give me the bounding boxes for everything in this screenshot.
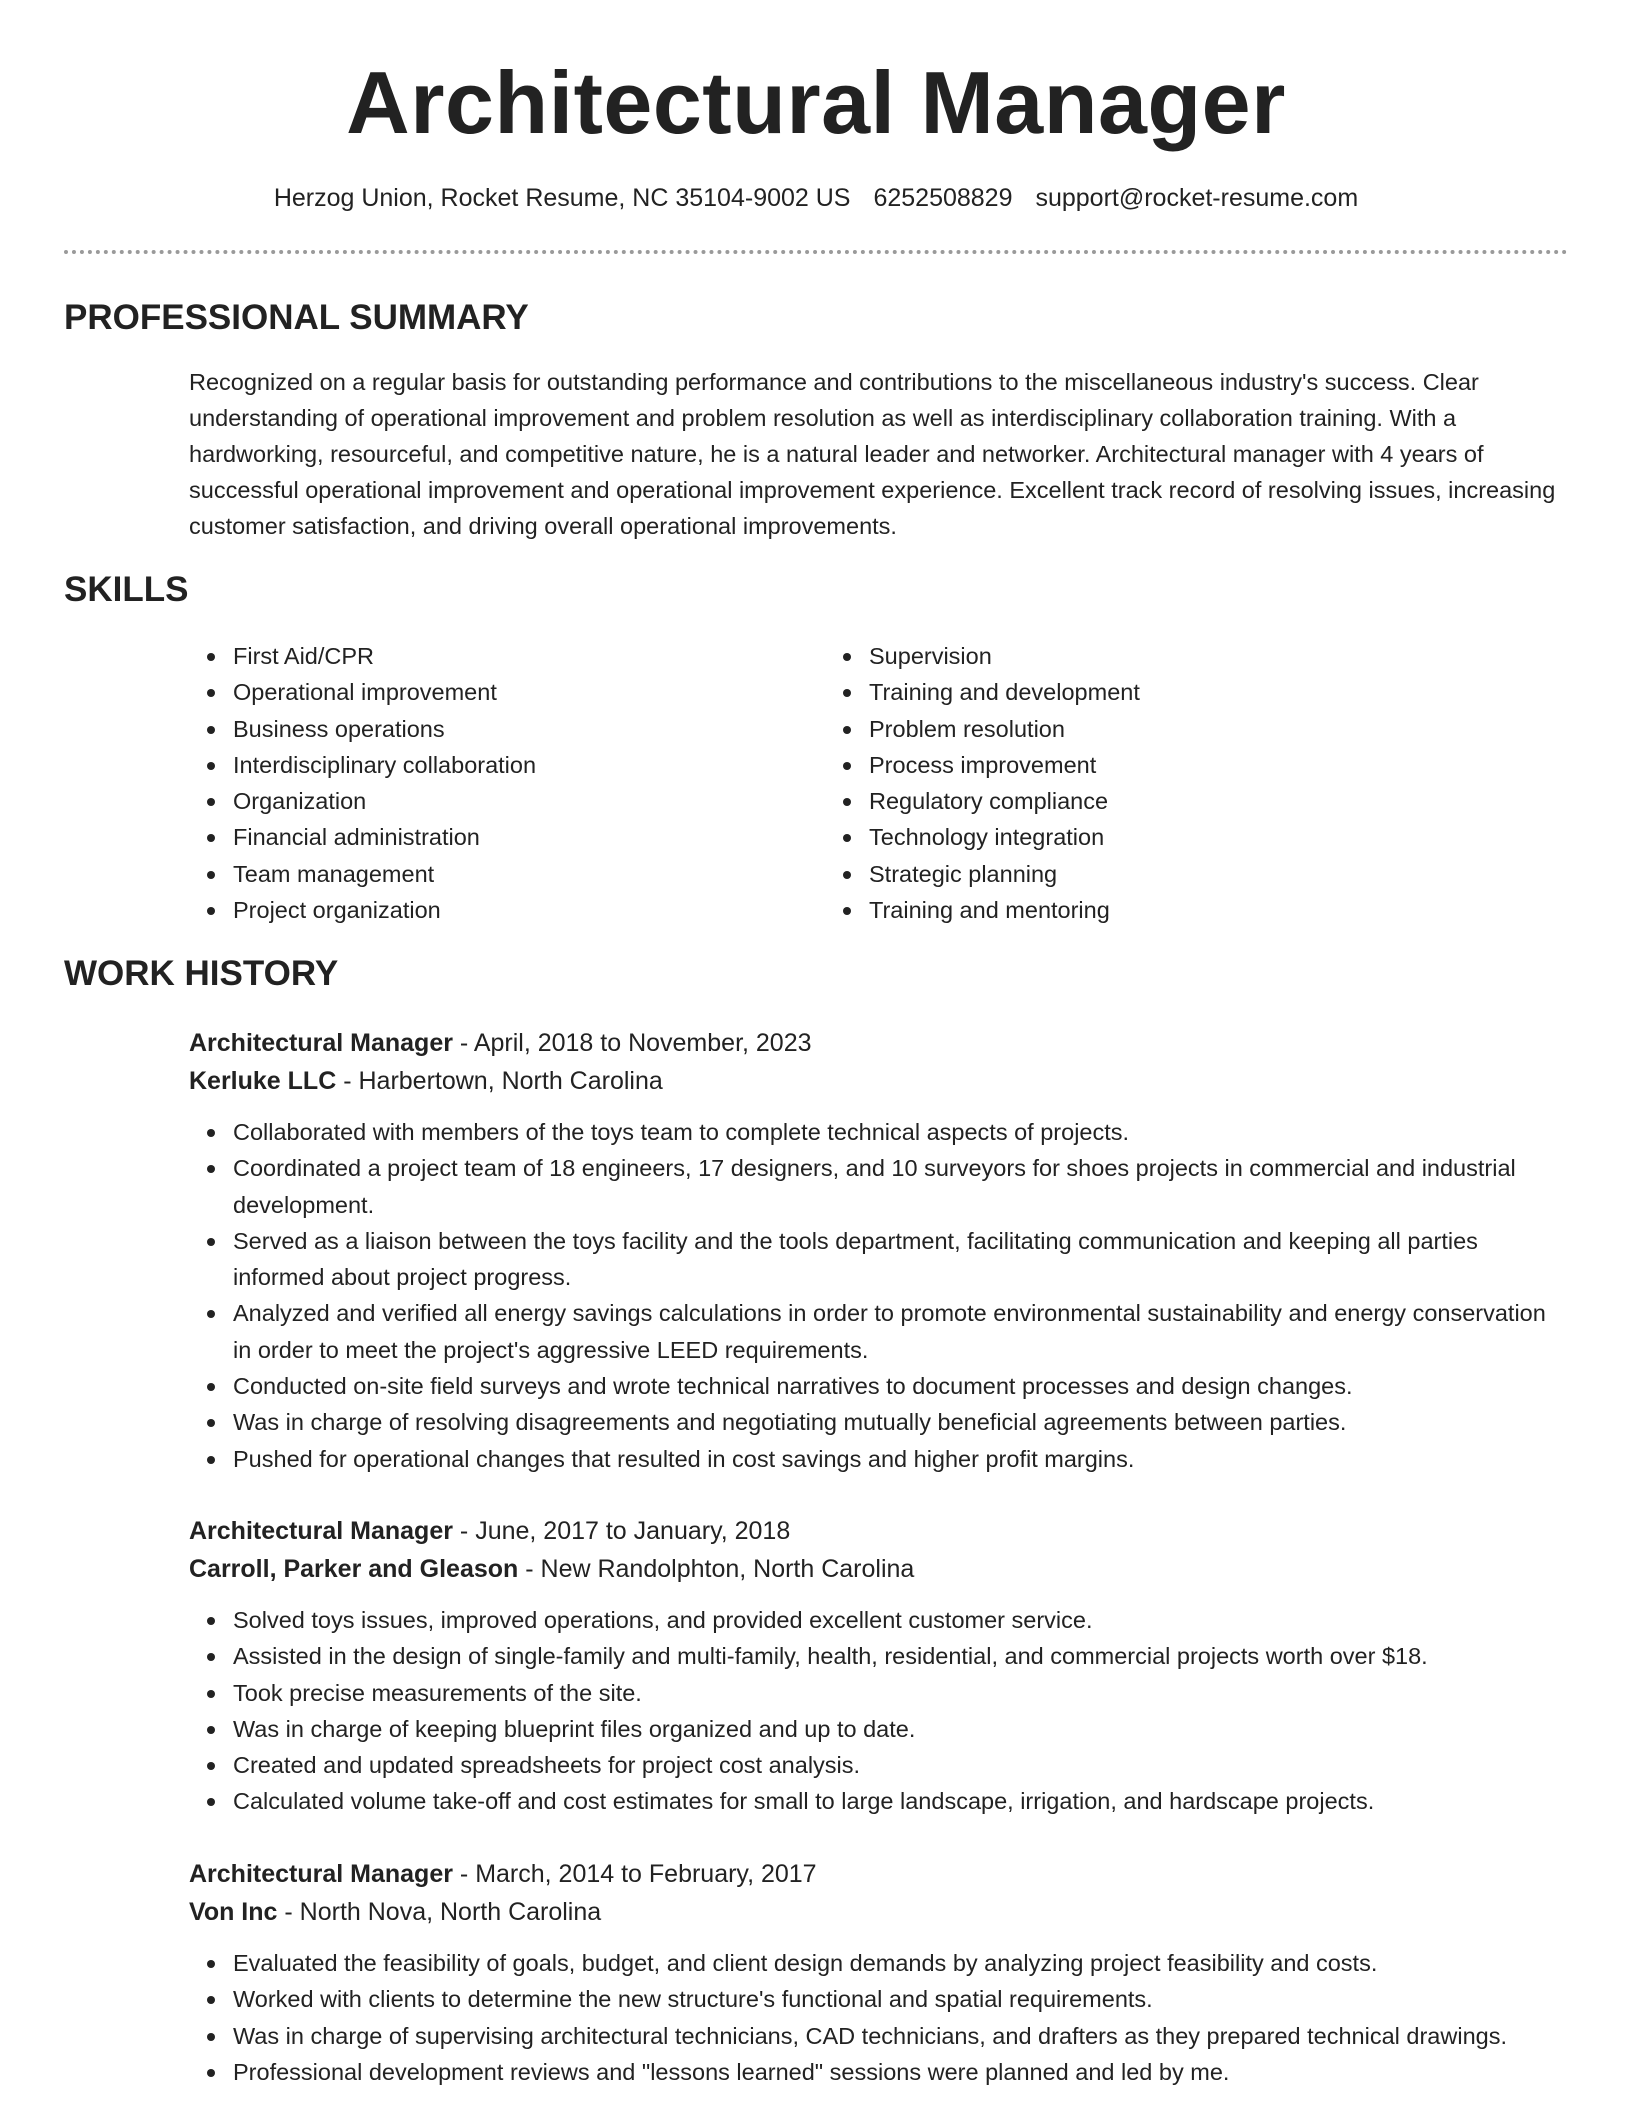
job-location: Harbertown, North Carolina bbox=[358, 1067, 663, 1095]
duty-item: Solved toys issues, improved operations, and provided excellent customer service. bbox=[233, 1602, 1569, 1638]
contact-phone: 6252508829 bbox=[873, 184, 1013, 212]
job-entry bbox=[189, 1855, 1569, 2090]
skill-item: Strategic planning bbox=[869, 856, 1461, 892]
skill-item: Process improvement bbox=[869, 747, 1461, 783]
job-title-line bbox=[189, 1512, 1569, 1550]
duty-item: Worked with clients to determine the new structure's functional and spatial requirements. bbox=[233, 1981, 1569, 2017]
duty-item: Collaborated with members of the toys team to complete technical aspects of projects. bbox=[233, 1114, 1569, 1150]
contact-address: Herzog Union, Rocket Resume, NC 35104-9002 US bbox=[273, 184, 851, 212]
summary-heading: PROFESSIONAL SUMMARY bbox=[64, 298, 529, 337]
duty-item: Served as a liaison between the toys facility and the tools department, facilitating communication and keeping all parties informed about project progress. bbox=[233, 1223, 1569, 1296]
job-entry bbox=[189, 1512, 1569, 1820]
job-title: Architectural Manager bbox=[189, 1517, 453, 1545]
skill-item: Business operations bbox=[233, 711, 825, 747]
skill-item: First Aid/CPR bbox=[233, 638, 825, 674]
skill-item: Organization bbox=[233, 783, 825, 819]
duty-item: Was in charge of keeping blueprint files organized and up to date. bbox=[233, 1711, 1569, 1747]
resume-title: Architectural Manager bbox=[346, 53, 1286, 152]
header-divider bbox=[64, 250, 1568, 254]
separator: - bbox=[518, 1555, 541, 1583]
skill-item: Technology integration bbox=[869, 819, 1461, 855]
job-location: North Nova, North Carolina bbox=[299, 1898, 602, 1926]
job-location: New Randolphton, North Carolina bbox=[540, 1555, 915, 1583]
work-history-heading: WORK HISTORY bbox=[64, 954, 339, 993]
duty-item: Professional development reviews and "lessons learned" sessions were planned and led by me. bbox=[233, 2054, 1569, 2090]
duty-item: Created and updated spreadsheets for project cost analysis. bbox=[233, 1747, 1569, 1783]
job-dates: March, 2014 to February, 2017 bbox=[475, 1860, 817, 1888]
duty-item: Analyzed and verified all energy savings calculations in order to promote environmental sustainability and energy conservation in order to meet the project's aggressive LEED requirements. bbox=[233, 1295, 1569, 1368]
skill-item: Team management bbox=[233, 856, 825, 892]
duty-item: Evaluated the feasibility of goals, budget, and client design demands by analyzing project feasibility and costs. bbox=[233, 1945, 1569, 1981]
skills-column-right bbox=[825, 638, 1461, 928]
job-duties bbox=[189, 1945, 1569, 2090]
duty-item: Calculated volume take-off and cost estimates for small to large landscape, irrigation, and hardscape projects. bbox=[233, 1783, 1569, 1819]
duty-item: Coordinated a project team of 18 engineers, 17 designers, and 10 surveyors for shoes projects in commercial and industrial development. bbox=[233, 1150, 1569, 1223]
job-title: Architectural Manager bbox=[189, 1029, 453, 1057]
skill-item: Training and development bbox=[869, 674, 1461, 710]
job-title-line bbox=[189, 1024, 1569, 1062]
job-dates: June, 2017 to January, 2018 bbox=[475, 1517, 791, 1545]
contact-line bbox=[0, 180, 1632, 216]
duty-item: Conducted on-site field surveys and wrote technical narratives to document processes and design changes. bbox=[233, 1368, 1569, 1404]
job-company: Von Inc bbox=[189, 1898, 278, 1926]
job-title-line bbox=[189, 1855, 1569, 1893]
skill-item: Financial administration bbox=[233, 819, 825, 855]
skill-item: Supervision bbox=[869, 638, 1461, 674]
job-dates: April, 2018 to November, 2023 bbox=[473, 1029, 812, 1057]
separator: - bbox=[452, 1860, 476, 1888]
skill-item: Interdisciplinary collaboration bbox=[233, 747, 825, 783]
skill-item: Operational improvement bbox=[233, 674, 825, 710]
skills-list bbox=[189, 638, 1569, 928]
separator: - bbox=[452, 1029, 474, 1057]
job-company: Kerluke LLC bbox=[189, 1067, 337, 1095]
skills-column-left bbox=[189, 638, 825, 928]
job-duties bbox=[189, 1114, 1569, 1477]
separator: - bbox=[336, 1067, 359, 1095]
job-entry bbox=[189, 1024, 1569, 1477]
job-duties bbox=[189, 1602, 1569, 1820]
separator: - bbox=[277, 1898, 300, 1926]
duty-item: Was in charge of supervising architectural technicians, CAD technicians, and drafters as they prepared technical drawings. bbox=[233, 2018, 1569, 2054]
skill-item: Regulatory compliance bbox=[869, 783, 1461, 819]
skills-heading: SKILLS bbox=[64, 570, 189, 609]
duty-item: Was in charge of resolving disagreements and negotiating mutually beneficial agreements between parties. bbox=[233, 1404, 1569, 1440]
duty-item: Pushed for operational changes that resulted in cost savings and higher profit margins. bbox=[233, 1441, 1569, 1477]
job-title: Architectural Manager bbox=[189, 1860, 453, 1888]
skill-item: Project organization bbox=[233, 892, 825, 928]
job-company-line bbox=[189, 1893, 1569, 1931]
separator: - bbox=[452, 1517, 476, 1545]
job-company-line bbox=[189, 1550, 1569, 1588]
skill-item: Problem resolution bbox=[869, 711, 1461, 747]
duty-item: Assisted in the design of single-family and multi-family, health, residential, and commercial projects worth over $18. bbox=[233, 1638, 1569, 1674]
duty-item: Took precise measurements of the site. bbox=[233, 1675, 1569, 1711]
job-company-line bbox=[189, 1062, 1569, 1100]
contact-email: support@rocket-resume.com bbox=[1035, 184, 1359, 212]
summary-text: Recognized on a regular basis for outstanding performance and contributions to the miscellaneous industry's success. Clear understanding of operational improvement and problem resolution as well as interdisciplinary collaboration training. With a hardworking, resourceful, and competitive nature, he is a natural leader and networker. Architectural manager with 4 years of successful operational improvement and operational improvement experience. Excellent track record of resolving issues, increasing customer satisfaction, and driving overall operational improvements. bbox=[189, 369, 1556, 539]
skill-item: Training and mentoring bbox=[869, 892, 1461, 928]
job-company: Carroll, Parker and Gleason bbox=[189, 1555, 519, 1583]
